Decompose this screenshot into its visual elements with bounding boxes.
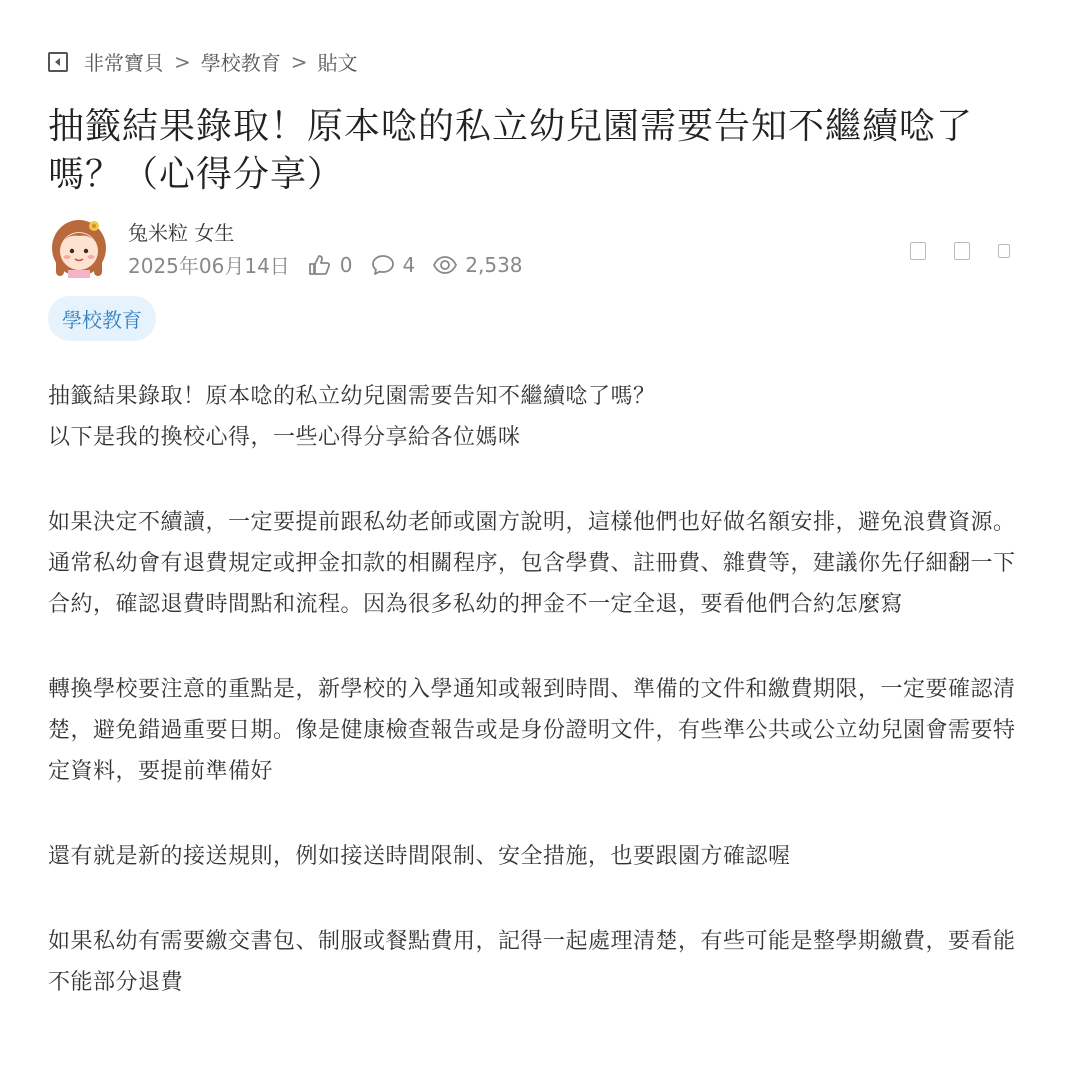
share-icon[interactable] — [954, 242, 970, 260]
comment-count-text: 4 — [402, 252, 416, 277]
more-icon[interactable] — [998, 244, 1010, 258]
paragraph: 如果私幼有需要繳交書包、制服或餐點費用，記得一起處理清楚，有些可能是整學期繳費，要看能不能部分退費 — [48, 929, 1016, 995]
breadcrumb-item-home[interactable]: 非常寶貝 — [84, 51, 164, 75]
post-actions — [910, 242, 1010, 260]
paragraph — [48, 376, 1018, 458]
post-title: 抽籤結果錄取！原本唸的私立幼兒園需要告知不繼續唸了嗎？（心得分享） — [48, 106, 974, 195]
breadcrumb-item-category[interactable]: 學校教育 — [200, 51, 281, 75]
paragraph-line: 抽籤結果錄取！原本唸的私立幼兒園需要告知不繼續唸了嗎？ — [48, 384, 656, 409]
bookmark-icon[interactable] — [910, 242, 926, 260]
paragraph: 轉換學校要注意的重點是，新學校的入學通知或報到時間、準備的文件和繳費期限，一定要確認清楚，避免錯過重要日期。像是健康檢查報告或是身份證明文件，有些準公共或公立幼兒園會需要特定資料，要提前準備好 — [48, 677, 1016, 784]
post-date-text: 2025年06月14日 — [128, 254, 290, 278]
view-count — [433, 253, 522, 277]
post-meta — [128, 250, 523, 279]
view-count-text: 2,538 — [465, 252, 523, 277]
breadcrumb-separator: > — [174, 49, 191, 74]
paragraph: 還有就是新的接送規則，例如接送時間限制、安全措施，也要跟園方確認喔 — [48, 844, 791, 869]
like-count[interactable] — [308, 253, 353, 277]
comment-count[interactable] — [371, 253, 416, 277]
paragraph-line: 以下是我的換校心得，一些心得分享給各位媽咪 — [48, 425, 521, 450]
eye-icon — [433, 254, 457, 276]
category-tag[interactable]: 學校教育 — [48, 296, 156, 341]
breadcrumb-separator: > — [290, 49, 308, 74]
back-icon[interactable] — [48, 52, 68, 72]
author-name[interactable]: 兔米粒 女生 — [128, 221, 235, 245]
breadcrumb — [48, 47, 358, 76]
thumbs-up-icon — [308, 254, 332, 276]
paragraph: 如果決定不續讀，一定要提前跟私幼老師或園方說明，這樣他們也好做名額安排，避免浪費資源。通常私幼會有退費規定或押金扣款的相關程序，包含學費、註冊費、雜費等，建議你先仔細翻一下合約，確認退費時間點和流程。因為很多私幼的押金不一定全退，要看他們合約怎麼寫 — [48, 510, 1016, 617]
breadcrumb-item-current: 貼文 — [317, 51, 358, 75]
like-count-text: 0 — [339, 252, 353, 277]
avatar[interactable] — [50, 214, 108, 278]
post-date — [128, 250, 290, 279]
author-row — [48, 212, 1018, 282]
post-content — [48, 376, 1018, 1047]
comment-icon — [371, 254, 395, 276]
